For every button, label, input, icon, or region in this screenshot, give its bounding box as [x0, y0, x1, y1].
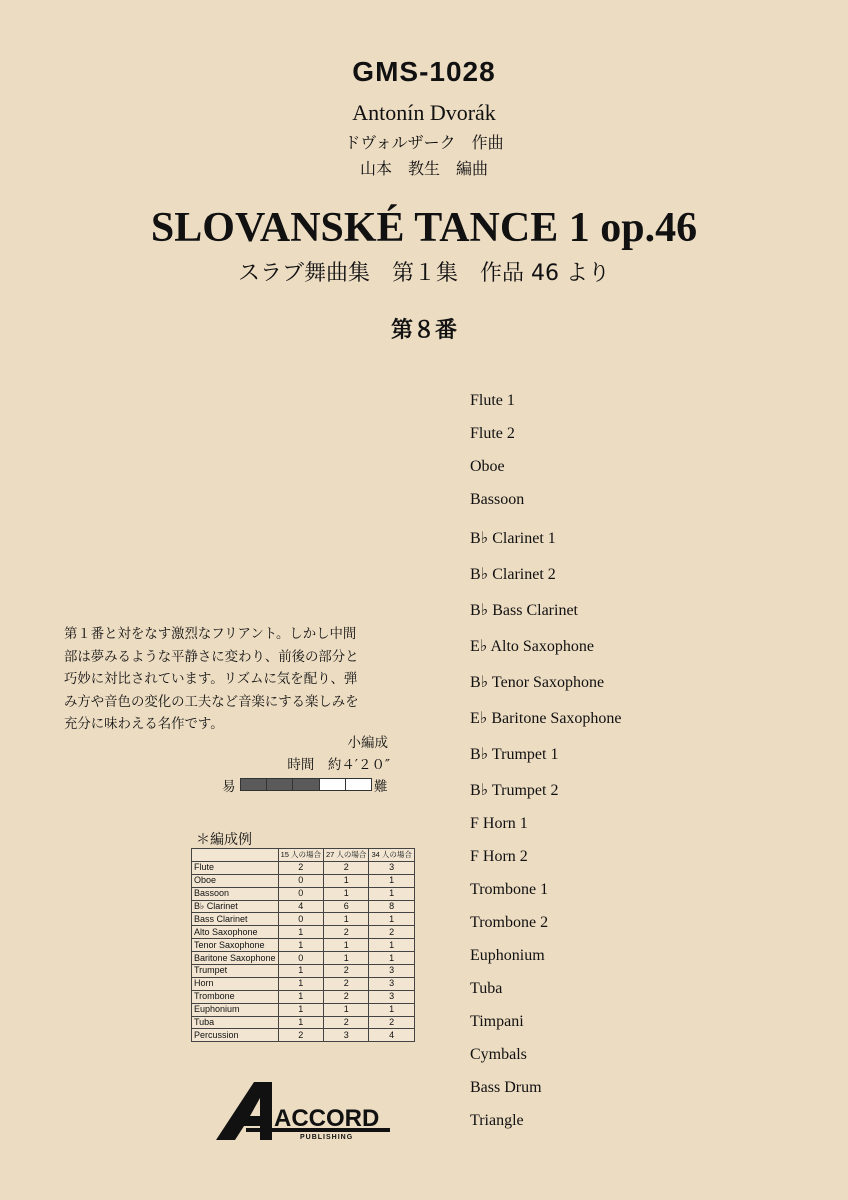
table-row [192, 1016, 415, 1029]
table-cell-count: 3 [324, 1029, 369, 1042]
difficulty-segment [267, 779, 293, 790]
table-cell-count: 2 [369, 926, 414, 939]
instrument-item: B♭ Bass Clarinet [470, 602, 578, 619]
logo-text: ACCORD [274, 1105, 380, 1132]
table-row [192, 965, 415, 978]
table-cell-count: 1 [324, 939, 369, 952]
table-cell-count: 1 [369, 952, 414, 965]
page-subtitle: スラブ舞曲集 第１集 作品 46 より [238, 261, 610, 286]
table-cell-instrument: Trombone [192, 990, 279, 1003]
table-cell-count: 2 [324, 990, 369, 1003]
table-cell-count: 1 [278, 965, 323, 978]
table-cell-instrument: Alto Saxophone [192, 926, 279, 939]
instrument-item: F Horn 1 [470, 815, 528, 832]
instrument-item: B♭ Clarinet 1 [470, 530, 556, 547]
table-cell-count: 2 [324, 965, 369, 978]
table-row [192, 874, 415, 887]
instrument-item: Oboe [470, 458, 505, 475]
table-cell-instrument: Flute [192, 861, 279, 874]
instrument-item: Timpani [470, 1013, 524, 1030]
table-row [192, 926, 415, 939]
table-cell-instrument: B♭ Clarinet [192, 900, 279, 913]
description [64, 624, 394, 737]
table-cell-count: 1 [369, 939, 414, 952]
instrument-item: E♭ Alto Saxophone [470, 638, 594, 655]
table-cell-count: 1 [278, 1003, 323, 1016]
instrument-item: Flute 1 [470, 392, 515, 409]
table-cell-count: 1 [324, 887, 369, 900]
table-cell-count: 2 [278, 1029, 323, 1042]
composer-name: Antonín Dvorák [352, 100, 496, 125]
table-cell-instrument: Tenor Saxophone [192, 939, 279, 952]
table-cell-count: 1 [278, 990, 323, 1003]
table-cell-count: 3 [369, 977, 414, 990]
table-row [192, 1003, 415, 1016]
piece-number: 第８番 [390, 317, 457, 343]
table-row [192, 900, 415, 913]
difficulty-segment [293, 779, 319, 790]
difficulty-segment [346, 779, 371, 790]
table-cell-count: 4 [369, 1029, 414, 1042]
table-cell-count: 0 [278, 913, 323, 926]
instrument-item: Bass Drum [470, 1079, 542, 1096]
table-cell-count: 2 [278, 861, 323, 874]
table-cell-instrument: Baritone Saxophone [192, 952, 279, 965]
instrument-item: B♭ Trumpet 1 [470, 746, 559, 763]
example-label: ＊編成例 [196, 832, 252, 848]
instrument-item: B♭ Tenor Saxophone [470, 674, 605, 691]
example-table [191, 848, 415, 1042]
description-line: 充分に味わえる名作です。 [64, 717, 224, 733]
table-cell-count: 1 [324, 1003, 369, 1016]
table-cell-count: 1 [278, 977, 323, 990]
description-line: み方や音色の変化の工夫など音楽にする楽しみを [64, 694, 359, 710]
table-row [192, 952, 415, 965]
difficulty-segment [241, 779, 267, 790]
table-cell-count: 1 [278, 1016, 323, 1029]
table-row [192, 861, 415, 874]
difficulty-hard-label: 難 [374, 779, 388, 795]
table-row [192, 977, 415, 990]
logo-subtext: PUBLISHING [300, 1134, 354, 1141]
difficulty-segment [320, 779, 346, 790]
catalog-code: GMS-1028 [352, 56, 496, 87]
table-cell-instrument: Bass Clarinet [192, 913, 279, 926]
table-cell-count: 2 [369, 1016, 414, 1029]
column-header: 27 人の場合 [324, 849, 369, 862]
table-row [192, 887, 415, 900]
table-row [192, 990, 415, 1003]
table-cell-count: 3 [369, 965, 414, 978]
table-row [192, 913, 415, 926]
table-cell-count: 1 [369, 887, 414, 900]
instrument-item: Tuba [470, 980, 503, 997]
table-cell-instrument: Tuba [192, 1016, 279, 1029]
table-cell-count: 2 [324, 861, 369, 874]
column-header: 34 人の場合 [369, 849, 414, 862]
table-cell-count: 1 [324, 874, 369, 887]
table-cell-count: 0 [278, 952, 323, 965]
table-cell-count: 0 [278, 887, 323, 900]
table-cell-instrument: Bassoon [192, 887, 279, 900]
table-cell-count: 1 [369, 874, 414, 887]
instrument-item: B♭ Clarinet 2 [470, 566, 556, 583]
instrument-item: Euphonium [470, 947, 545, 964]
table-cell-count: 6 [324, 900, 369, 913]
instrument-item: Triangle [470, 1112, 524, 1129]
description-line: 第１番と対をなす激烈なフリアント。しかし中間 [64, 627, 357, 642]
table-cell-count: 1 [369, 1003, 414, 1016]
table-cell-count: 3 [369, 990, 414, 1003]
composer-name-jp: ドヴォルザーク 作曲 [344, 133, 504, 152]
table-cell-count: 2 [324, 977, 369, 990]
description-line: 巧妙に対比されています。リズムに気を配り、弾 [64, 672, 358, 688]
instrument-item: Trombone 2 [470, 914, 549, 931]
ensemble-size: 小編成 [347, 735, 388, 751]
instrument-item: Cymbals [470, 1046, 527, 1063]
table-row [192, 939, 415, 952]
table-cell-instrument: Oboe [192, 874, 279, 887]
table-row [192, 1029, 415, 1042]
description-line: 部は夢みるような平静さに変わり、前後の部分と [64, 649, 359, 665]
table-cell-count: 0 [278, 874, 323, 887]
column-header: 15 人の場合 [278, 849, 323, 862]
accord-publishing-logo [216, 1080, 390, 1142]
arranger-name: 山本 教生 編曲 [359, 159, 488, 178]
page-title: SLOVANSKÉ TANCE 1 op.46 [150, 205, 698, 251]
instrument-item: Flute 2 [470, 425, 515, 442]
instrument-item: F Horn 2 [470, 848, 528, 865]
table-cell-instrument: Horn [192, 977, 279, 990]
duration: 時間 約４′２０″ [287, 757, 390, 773]
instrument-item: Trombone 1 [470, 881, 549, 898]
instrument-item: Bassoon [470, 491, 525, 508]
table-cell-instrument: Trumpet [192, 965, 279, 978]
difficulty-bar [240, 778, 372, 791]
table-cell-count: 1 [369, 913, 414, 926]
table-cell-instrument: Percussion [192, 1029, 279, 1042]
table-cell-count: 2 [324, 1016, 369, 1029]
table-cell-instrument: Euphonium [192, 1003, 279, 1016]
table-cell-count: 2 [324, 926, 369, 939]
table-cell-count: 4 [278, 900, 323, 913]
table-corner [192, 849, 279, 862]
table-cell-count: 1 [278, 939, 323, 952]
table-cell-count: 1 [324, 913, 369, 926]
table-cell-count: 1 [324, 952, 369, 965]
instrument-item: E♭ Baritone Saxophone [470, 710, 622, 727]
table-cell-count: 1 [278, 926, 323, 939]
difficulty-easy-label: 易 [222, 779, 236, 795]
table-cell-count: 8 [369, 900, 414, 913]
table-cell-count: 3 [369, 861, 414, 874]
table-header-row [192, 849, 415, 862]
instrument-item: B♭ Trumpet 2 [470, 782, 559, 799]
